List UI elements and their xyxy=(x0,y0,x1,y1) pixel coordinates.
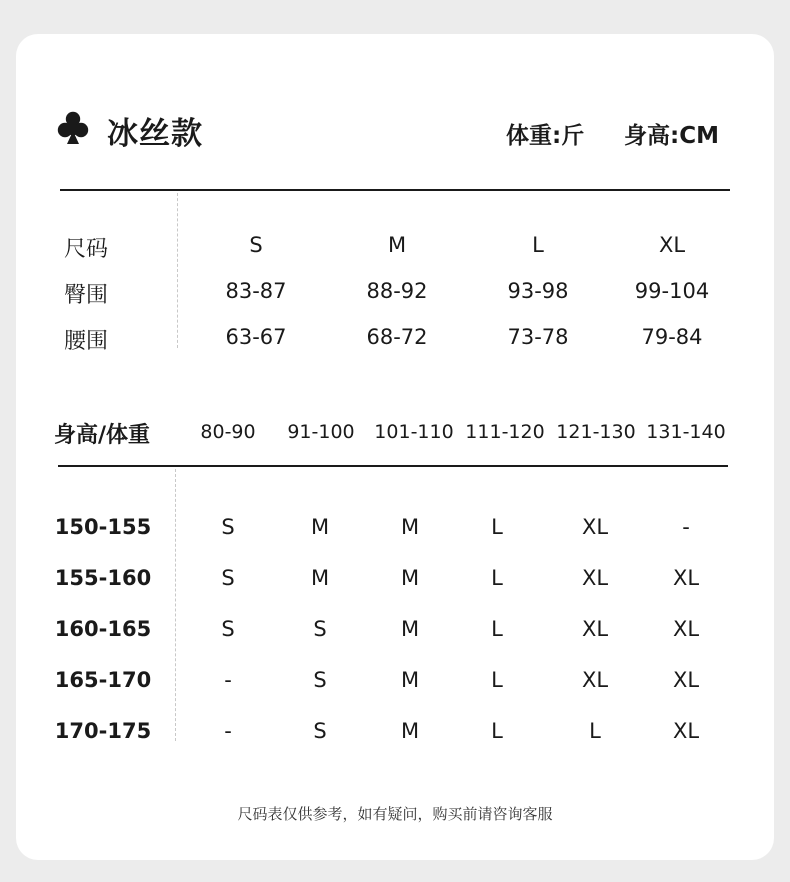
height-row-label: 165-170 xyxy=(54,668,152,692)
size-cell: L xyxy=(589,719,601,743)
size-header-cell: XL xyxy=(658,233,686,257)
size-cell: XL xyxy=(581,566,609,590)
page-title: 冰丝款 xyxy=(107,116,203,152)
size-cell: S xyxy=(221,566,235,590)
size-header-cell: M xyxy=(387,233,407,257)
hip-cell: 93-98 xyxy=(507,279,569,303)
hip-cell: 83-87 xyxy=(225,279,287,303)
size-header-cell: S xyxy=(249,233,263,257)
club-suit-icon xyxy=(57,111,89,145)
height-row-label: 160-165 xyxy=(54,617,152,641)
weight-range-header: 101-110 xyxy=(374,421,454,443)
waist-cell: 79-84 xyxy=(641,325,703,349)
fit-table-divider xyxy=(175,469,176,741)
waist-cell: 63-67 xyxy=(225,325,287,349)
hip-row-label: 臀围 xyxy=(63,283,109,308)
divider-top xyxy=(60,189,730,191)
weight-range-header: 121-130 xyxy=(556,421,636,443)
size-cell: M xyxy=(400,668,420,692)
size-cell: L xyxy=(491,719,503,743)
size-cell: M xyxy=(400,515,420,539)
size-cell: S xyxy=(313,617,327,641)
weight-range-header: 111-120 xyxy=(465,421,545,443)
size-header-cell: L xyxy=(532,233,544,257)
weight-unit-label: 体重:斤 xyxy=(506,123,585,149)
weight-range-header: 131-140 xyxy=(646,421,726,443)
size-cell: - xyxy=(224,668,232,692)
hip-cell: 99-104 xyxy=(634,279,710,303)
size-cell: XL xyxy=(672,617,700,641)
size-cell: XL xyxy=(581,668,609,692)
height-row-label: 170-175 xyxy=(54,719,152,743)
height-unit-label: 身高:CM xyxy=(624,123,719,149)
size-cell: S xyxy=(221,617,235,641)
weight-range-header: 80-90 xyxy=(200,421,256,443)
size-cell: M xyxy=(400,617,420,641)
size-table-divider xyxy=(177,193,178,348)
size-cell: S xyxy=(313,668,327,692)
size-cell: S xyxy=(221,515,235,539)
size-cell: L xyxy=(491,515,503,539)
height-row-label: 155-160 xyxy=(54,566,152,590)
size-cell: - xyxy=(224,719,232,743)
weight-range-header: 91-100 xyxy=(287,421,355,443)
size-cell: XL xyxy=(672,566,700,590)
size-cell: L xyxy=(491,617,503,641)
size-cell: M xyxy=(310,515,330,539)
waist-row-label: 腰围 xyxy=(63,329,109,354)
size-cell: M xyxy=(310,566,330,590)
height-row-label: 150-155 xyxy=(54,515,152,539)
size-cell: S xyxy=(313,719,327,743)
size-cell: XL xyxy=(672,668,700,692)
size-header-label: 尺码 xyxy=(63,237,109,262)
footnote: 尺码表仅供参考，如有疑问，购买前请咨询客服 xyxy=(237,805,553,823)
size-cell: XL xyxy=(581,617,609,641)
fit-header-label: 身高/体重 xyxy=(54,423,151,448)
waist-cell: 68-72 xyxy=(366,325,428,349)
divider-fit-table xyxy=(58,465,728,467)
size-cell: M xyxy=(400,566,420,590)
size-cell: XL xyxy=(672,719,700,743)
waist-cell: 73-78 xyxy=(507,325,569,349)
size-cell: L xyxy=(491,668,503,692)
size-cell: L xyxy=(491,566,503,590)
size-cell: XL xyxy=(581,515,609,539)
size-cell: - xyxy=(682,515,690,539)
hip-cell: 88-92 xyxy=(366,279,428,303)
size-cell: M xyxy=(400,719,420,743)
